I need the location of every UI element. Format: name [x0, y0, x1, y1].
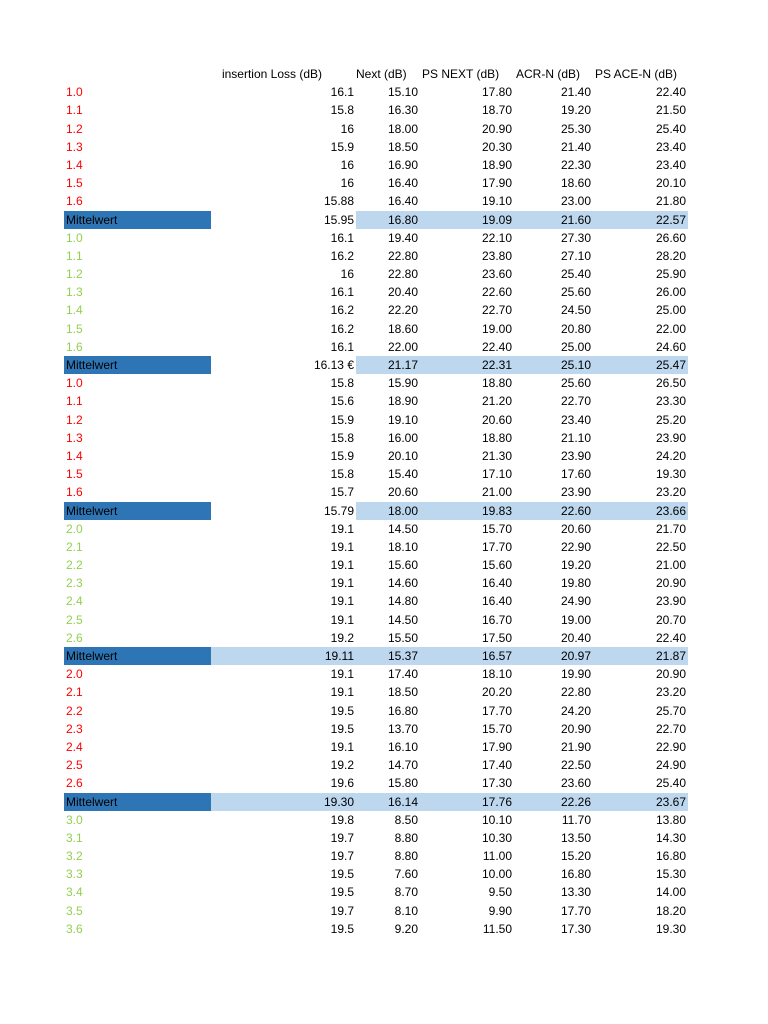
value-cell[interactable]: 13.70 [387, 721, 418, 736]
value-cell[interactable]: 22.50 [560, 758, 591, 773]
header-cell[interactable]: Next (dB) [356, 67, 407, 81]
value-cell[interactable]: 17.70 [481, 703, 512, 718]
value-cell[interactable]: 16.40 [481, 576, 512, 591]
value-cell[interactable]: 19.1 [330, 667, 354, 682]
value-cell[interactable]: 20.60 [481, 412, 512, 427]
row-label-cell[interactable]: 1.0 [66, 85, 83, 100]
value-cell[interactable]: 8.50 [394, 812, 418, 827]
row-label-cell[interactable]: 1.1 [66, 248, 83, 263]
average-value-cell[interactable]: 20.97 [514, 647, 593, 665]
value-cell[interactable]: 17.60 [560, 467, 591, 482]
value-cell[interactable]: 15.6 [330, 394, 354, 409]
value-cell[interactable]: 9.90 [488, 903, 512, 918]
value-cell[interactable]: 19.00 [560, 612, 591, 627]
value-cell[interactable]: 16.70 [481, 612, 512, 627]
value-cell[interactable]: 18.20 [655, 903, 686, 918]
value-cell[interactable]: 16.40 [481, 594, 512, 609]
value-cell[interactable]: 13.50 [560, 830, 591, 845]
average-label-cell[interactable]: Mittelwert [64, 502, 211, 520]
value-cell[interactable]: 16 [340, 176, 354, 191]
value-cell[interactable]: 23.90 [655, 594, 686, 609]
value-cell[interactable]: 23.40 [560, 412, 591, 427]
average-value-cell[interactable]: 15.95 [323, 212, 354, 227]
value-cell[interactable]: 19.7 [330, 849, 354, 864]
value-cell[interactable]: 17.90 [481, 739, 512, 754]
average-label-cell[interactable]: Mittelwert [64, 211, 211, 229]
average-value-cell[interactable]: 19.11 [211, 647, 356, 665]
value-cell[interactable]: 18.70 [481, 103, 512, 118]
value-cell[interactable]: 15.50 [387, 630, 418, 645]
value-cell[interactable]: 15.70 [481, 521, 512, 536]
value-cell[interactable]: 19.2 [330, 630, 354, 645]
value-cell[interactable]: 20.90 [655, 576, 686, 591]
value-cell[interactable]: 20.60 [387, 485, 418, 500]
row-label-cell[interactable]: 3.6 [66, 921, 83, 936]
average-value-cell[interactable]: 16.80 [356, 211, 420, 229]
value-cell[interactable]: 22.10 [481, 230, 512, 245]
value-cell[interactable]: 17.90 [481, 176, 512, 191]
value-cell[interactable]: 17.50 [481, 630, 512, 645]
value-cell[interactable]: 17.10 [481, 467, 512, 482]
row-label-cell[interactable]: 2.1 [66, 685, 83, 700]
value-cell[interactable]: 21.30 [481, 448, 512, 463]
row-label-cell[interactable]: 1.5 [66, 467, 83, 482]
row-label-cell[interactable]: 1.4 [66, 157, 83, 172]
row-label-cell[interactable]: 2.4 [66, 594, 83, 609]
value-cell[interactable]: 19.7 [330, 830, 354, 845]
value-cell[interactable]: 22.90 [560, 539, 591, 554]
value-cell[interactable]: 21.90 [560, 739, 591, 754]
average-value-cell[interactable]: 19.09 [420, 211, 514, 229]
value-cell[interactable]: 28.20 [655, 248, 686, 263]
value-cell[interactable]: 16 [340, 157, 354, 172]
value-cell[interactable]: 16.1 [330, 85, 354, 100]
value-cell[interactable]: 20.90 [481, 121, 512, 136]
row-label-cell[interactable]: 1.3 [66, 139, 83, 154]
value-cell[interactable]: 18.60 [387, 321, 418, 336]
value-cell[interactable]: 25.00 [560, 339, 591, 354]
average-value-cell[interactable]: 22.60 [514, 502, 593, 520]
average-value-cell[interactable]: 25.10 [514, 356, 593, 374]
row-label-cell[interactable]: 2.3 [66, 721, 83, 736]
value-cell[interactable]: 20.90 [560, 721, 591, 736]
row-label-cell[interactable]: 2.2 [66, 558, 83, 573]
value-cell[interactable]: 21.00 [655, 558, 686, 573]
value-cell[interactable]: 23.90 [560, 485, 591, 500]
value-cell[interactable]: 20.80 [560, 321, 591, 336]
value-cell[interactable]: 15.9 [330, 139, 354, 154]
row-label-cell[interactable]: 2.1 [66, 539, 83, 554]
value-cell[interactable]: 18.50 [387, 685, 418, 700]
value-cell[interactable]: 15.90 [387, 376, 418, 391]
value-cell[interactable]: 19.10 [387, 412, 418, 427]
average-value-cell[interactable]: 23.67 [593, 793, 688, 811]
value-cell[interactable]: 7.60 [394, 867, 418, 882]
row-label-cell[interactable]: 1.0 [66, 376, 83, 391]
row-label-cell[interactable]: 1.6 [66, 194, 83, 209]
value-cell[interactable]: 16.40 [387, 194, 418, 209]
value-cell[interactable]: 22.00 [655, 321, 686, 336]
value-cell[interactable]: 25.40 [560, 267, 591, 282]
row-label-cell[interactable]: 1.4 [66, 448, 83, 463]
value-cell[interactable]: 16.00 [387, 430, 418, 445]
average-value-cell[interactable]: 25.47 [593, 356, 688, 374]
value-cell[interactable]: 19.20 [560, 103, 591, 118]
row-label-cell[interactable]: 2.4 [66, 739, 83, 754]
value-cell[interactable]: 21.80 [655, 194, 686, 209]
value-cell[interactable]: 8.80 [394, 830, 418, 845]
row-label-cell[interactable]: 1.3 [66, 430, 83, 445]
value-cell[interactable]: 22.70 [655, 721, 686, 736]
value-cell[interactable]: 19.1 [330, 594, 354, 609]
value-cell[interactable]: 19.2 [330, 758, 354, 773]
value-cell[interactable]: 16.1 [330, 230, 354, 245]
value-cell[interactable]: 22.40 [481, 339, 512, 354]
value-cell[interactable]: 20.40 [387, 285, 418, 300]
value-cell[interactable]: 17.80 [481, 85, 512, 100]
value-cell[interactable]: 15.60 [387, 558, 418, 573]
average-value-cell[interactable]: 15.37 [356, 647, 420, 665]
value-cell[interactable]: 17.40 [481, 758, 512, 773]
value-cell[interactable]: 19.5 [330, 721, 354, 736]
value-cell[interactable]: 19.20 [560, 558, 591, 573]
value-cell[interactable]: 20.70 [655, 612, 686, 627]
value-cell[interactable]: 25.90 [655, 267, 686, 282]
value-cell[interactable]: 19.90 [560, 667, 591, 682]
value-cell[interactable]: 20.90 [655, 667, 686, 682]
value-cell[interactable]: 19.8 [330, 812, 354, 827]
row-label-cell[interactable]: 3.0 [66, 812, 83, 827]
value-cell[interactable]: 19.1 [330, 539, 354, 554]
value-cell[interactable]: 19.1 [330, 685, 354, 700]
value-cell[interactable]: 19.1 [330, 576, 354, 591]
value-cell[interactable]: 20.20 [481, 685, 512, 700]
value-cell[interactable]: 25.40 [655, 776, 686, 791]
value-cell[interactable]: 22.40 [655, 85, 686, 100]
value-cell[interactable]: 15.20 [560, 849, 591, 864]
value-cell[interactable]: 22.90 [655, 739, 686, 754]
row-label-cell[interactable]: 1.5 [66, 176, 83, 191]
value-cell[interactable]: 20.10 [655, 176, 686, 191]
value-cell[interactable]: 18.50 [387, 139, 418, 154]
value-cell[interactable]: 23.40 [655, 157, 686, 172]
row-label-cell[interactable]: 2.5 [66, 758, 83, 773]
row-label-cell[interactable]: 2.2 [66, 703, 83, 718]
row-label-cell[interactable]: 1.2 [66, 412, 83, 427]
value-cell[interactable]: 16.80 [387, 703, 418, 718]
value-cell[interactable]: 23.90 [560, 448, 591, 463]
value-cell[interactable]: 19.5 [330, 921, 354, 936]
value-cell[interactable]: 23.60 [481, 267, 512, 282]
value-cell[interactable]: 16.1 [330, 285, 354, 300]
value-cell[interactable]: 15.8 [330, 103, 354, 118]
value-cell[interactable]: 21.40 [560, 85, 591, 100]
value-cell[interactable]: 11.00 [482, 849, 512, 864]
value-cell[interactable]: 15.8 [330, 467, 354, 482]
row-label-cell[interactable]: 2.0 [66, 521, 83, 536]
value-cell[interactable]: 18.80 [481, 376, 512, 391]
value-cell[interactable]: 26.50 [655, 376, 686, 391]
value-cell[interactable]: 22.80 [560, 685, 591, 700]
average-label-cell[interactable]: Mittelwert [64, 647, 211, 665]
value-cell[interactable]: 16.80 [655, 849, 686, 864]
row-label-cell[interactable]: 2.3 [66, 576, 83, 591]
value-cell[interactable]: 16.2 [330, 248, 354, 263]
value-cell[interactable]: 15.60 [481, 558, 512, 573]
value-cell[interactable]: 16.2 [330, 303, 354, 318]
value-cell[interactable]: 8.80 [394, 849, 418, 864]
value-cell[interactable]: 15.9 [330, 412, 354, 427]
value-cell[interactable]: 16.40 [387, 176, 418, 191]
average-value-cell[interactable]: 21.60 [514, 211, 593, 229]
value-cell[interactable]: 14.80 [387, 594, 418, 609]
value-cell[interactable]: 15.7 [330, 485, 354, 500]
average-value-cell[interactable]: 18.00 [356, 502, 420, 520]
value-cell[interactable]: 15.9 [330, 448, 354, 463]
value-cell[interactable]: 20.40 [560, 630, 591, 645]
header-cell[interactable]: ACR-N (dB) [516, 67, 581, 81]
value-cell[interactable]: 20.60 [560, 521, 591, 536]
value-cell[interactable]: 17.30 [560, 921, 591, 936]
row-label-cell[interactable]: 3.4 [66, 885, 83, 900]
value-cell[interactable]: 11.70 [561, 812, 591, 827]
average-value-cell[interactable]: 16.57 [420, 647, 514, 665]
row-label-cell[interactable]: 3.5 [66, 903, 83, 918]
value-cell[interactable]: 14.50 [387, 521, 418, 536]
value-cell[interactable]: 14.00 [655, 885, 686, 900]
average-value-cell[interactable]: 23.66 [593, 502, 688, 520]
value-cell[interactable]: 24.50 [560, 303, 591, 318]
value-cell[interactable]: 14.60 [387, 576, 418, 591]
value-cell[interactable]: 22.20 [387, 303, 418, 318]
value-cell[interactable]: 21.00 [481, 485, 512, 500]
value-cell[interactable]: 16.1 [330, 339, 354, 354]
value-cell[interactable]: 21.40 [560, 139, 591, 154]
value-cell[interactable]: 22.70 [481, 303, 512, 318]
value-cell[interactable]: 19.1 [330, 558, 354, 573]
average-value-cell[interactable]: 22.31 [420, 356, 514, 374]
value-cell[interactable]: 25.60 [560, 285, 591, 300]
value-cell[interactable]: 25.70 [655, 703, 686, 718]
row-label-cell[interactable]: 2.0 [66, 667, 83, 682]
value-cell[interactable]: 19.1 [330, 521, 354, 536]
value-cell[interactable]: 15.88 [323, 194, 354, 209]
value-cell[interactable]: 22.80 [387, 267, 418, 282]
header-cell[interactable]: PS NEXT (dB) [422, 67, 500, 81]
value-cell[interactable]: 20.10 [387, 448, 418, 463]
value-cell[interactable]: 23.60 [560, 776, 591, 791]
row-label-cell[interactable]: 1.5 [66, 321, 83, 336]
value-cell[interactable]: 16.90 [387, 157, 418, 172]
value-cell[interactable]: 23.40 [655, 139, 686, 154]
value-cell[interactable]: 23.20 [655, 485, 686, 500]
value-cell[interactable]: 18.10 [387, 539, 418, 554]
value-cell[interactable]: 15.8 [330, 376, 354, 391]
value-cell[interactable]: 19.5 [330, 885, 354, 900]
value-cell[interactable]: 19.6 [330, 776, 354, 791]
average-value-cell[interactable]: 16.13 € [313, 358, 354, 372]
value-cell[interactable]: 17.40 [387, 667, 418, 682]
value-cell[interactable]: 21.20 [481, 394, 512, 409]
value-cell[interactable]: 16.30 [387, 103, 418, 118]
value-cell[interactable]: 10.30 [481, 830, 512, 845]
value-cell[interactable]: 18.90 [481, 157, 512, 172]
value-cell[interactable]: 17.30 [481, 776, 512, 791]
row-label-cell[interactable]: 1.0 [66, 230, 83, 245]
value-cell[interactable]: 17.70 [560, 903, 591, 918]
value-cell[interactable]: 24.20 [655, 448, 686, 463]
average-value-cell[interactable]: 22.26 [514, 793, 593, 811]
value-cell[interactable]: 22.50 [655, 539, 686, 554]
value-cell[interactable]: 24.90 [560, 594, 591, 609]
value-cell[interactable]: 19.5 [330, 867, 354, 882]
value-cell[interactable]: 22.60 [481, 285, 512, 300]
value-cell[interactable]: 13.80 [655, 812, 686, 827]
value-cell[interactable]: 11.50 [482, 921, 512, 936]
average-value-cell[interactable]: 19.30 [211, 793, 356, 811]
value-cell[interactable]: 15.30 [655, 867, 686, 882]
average-value-cell[interactable]: 16.14 [356, 793, 420, 811]
value-cell[interactable]: 15.70 [481, 721, 512, 736]
value-cell[interactable]: 21.10 [560, 430, 591, 445]
value-cell[interactable]: 14.30 [655, 830, 686, 845]
value-cell[interactable]: 19.10 [481, 194, 512, 209]
row-label-cell[interactable]: 3.1 [66, 830, 83, 845]
row-label-cell[interactable]: 2.6 [66, 776, 83, 791]
value-cell[interactable]: 14.70 [387, 758, 418, 773]
average-label-cell[interactable]: Mittelwert [64, 793, 211, 811]
value-cell[interactable]: 10.10 [481, 812, 512, 827]
row-label-cell[interactable]: 3.2 [66, 849, 83, 864]
row-label-cell[interactable]: 1.2 [66, 267, 83, 282]
value-cell[interactable]: 23.30 [655, 394, 686, 409]
value-cell[interactable]: 25.40 [655, 121, 686, 136]
value-cell[interactable]: 25.20 [655, 412, 686, 427]
value-cell[interactable]: 17.70 [481, 539, 512, 554]
value-cell[interactable]: 24.20 [560, 703, 591, 718]
header-cell[interactable]: insertion Loss (dB) [221, 67, 322, 81]
row-label-cell[interactable]: 1.2 [66, 121, 83, 136]
value-cell[interactable]: 19.1 [330, 612, 354, 627]
row-label-cell[interactable]: 1.3 [66, 285, 83, 300]
value-cell[interactable]: 19.1 [330, 739, 354, 754]
average-value-cell[interactable]: 19.83 [420, 502, 514, 520]
value-cell[interactable]: 22.40 [655, 630, 686, 645]
value-cell[interactable]: 8.10 [394, 903, 418, 918]
value-cell[interactable]: 22.80 [387, 248, 418, 263]
value-cell[interactable]: 19.5 [330, 703, 354, 718]
average-value-cell[interactable]: 15.79 [323, 503, 354, 518]
value-cell[interactable]: 16 [340, 121, 354, 136]
value-cell[interactable]: 26.60 [655, 230, 686, 245]
value-cell[interactable]: 14.50 [387, 612, 418, 627]
value-cell[interactable]: 25.30 [560, 121, 591, 136]
value-cell[interactable]: 22.30 [560, 157, 591, 172]
value-cell[interactable]: 15.80 [387, 776, 418, 791]
value-cell[interactable]: 16.80 [560, 867, 591, 882]
value-cell[interactable]: 10.00 [481, 867, 512, 882]
average-value-cell[interactable]: 21.17 [356, 356, 420, 374]
value-cell[interactable]: 19.40 [387, 230, 418, 245]
value-cell[interactable]: 18.10 [481, 667, 512, 682]
value-cell[interactable]: 23.20 [655, 685, 686, 700]
value-cell[interactable]: 24.60 [655, 339, 686, 354]
value-cell[interactable]: 22.70 [560, 394, 591, 409]
value-cell[interactable]: 25.00 [655, 303, 686, 318]
value-cell[interactable]: 19.7 [330, 903, 354, 918]
value-cell[interactable]: 18.00 [387, 121, 418, 136]
row-label-cell[interactable]: 1.4 [66, 303, 83, 318]
value-cell[interactable]: 19.30 [655, 467, 686, 482]
value-cell[interactable]: 8.70 [394, 885, 418, 900]
value-cell[interactable]: 16.10 [387, 739, 418, 754]
value-cell[interactable]: 15.40 [387, 467, 418, 482]
header-cell[interactable] [64, 65, 211, 83]
row-label-cell[interactable]: 1.6 [66, 485, 83, 500]
value-cell[interactable]: 13.30 [560, 885, 591, 900]
value-cell[interactable]: 23.80 [481, 248, 512, 263]
value-cell[interactable]: 25.60 [560, 376, 591, 391]
row-label-cell[interactable]: 2.6 [66, 630, 83, 645]
value-cell[interactable]: 9.20 [394, 921, 418, 936]
value-cell[interactable]: 16.2 [330, 321, 354, 336]
value-cell[interactable]: 27.30 [560, 230, 591, 245]
value-cell[interactable]: 18.60 [560, 176, 591, 191]
header-cell[interactable]: PS ACE-N (dB) [595, 67, 678, 81]
value-cell[interactable]: 24.90 [655, 758, 686, 773]
value-cell[interactable]: 18.80 [481, 430, 512, 445]
value-cell[interactable]: 18.90 [387, 394, 418, 409]
value-cell[interactable]: 15.10 [387, 85, 418, 100]
row-label-cell[interactable]: 2.5 [66, 612, 83, 627]
value-cell[interactable]: 26.00 [655, 285, 686, 300]
value-cell[interactable]: 19.80 [560, 576, 591, 591]
value-cell[interactable]: 23.90 [655, 430, 686, 445]
value-cell[interactable]: 27.10 [560, 248, 591, 263]
average-value-cell[interactable]: 22.57 [593, 211, 688, 229]
value-cell[interactable]: 9.50 [488, 885, 512, 900]
value-cell[interactable]: 16 [340, 267, 354, 282]
value-cell[interactable]: 21.70 [655, 521, 686, 536]
value-cell[interactable]: 22.00 [387, 339, 418, 354]
row-label-cell[interactable]: 1.1 [66, 394, 83, 409]
value-cell[interactable]: 20.30 [481, 139, 512, 154]
row-label-cell[interactable]: 1.1 [66, 103, 83, 118]
row-label-cell[interactable]: 3.3 [66, 867, 83, 882]
average-value-cell[interactable]: 21.87 [593, 647, 688, 665]
average-label-cell[interactable]: Mittelwert [64, 356, 211, 374]
value-cell[interactable]: 19.00 [481, 321, 512, 336]
value-cell[interactable]: 15.8 [330, 430, 354, 445]
average-value-cell[interactable]: 17.76 [420, 793, 514, 811]
value-cell[interactable]: 19.30 [655, 921, 686, 936]
value-cell[interactable]: 23.00 [560, 194, 591, 209]
value-cell[interactable]: 21.50 [655, 103, 686, 118]
row-label-cell[interactable]: 1.6 [66, 339, 83, 354]
